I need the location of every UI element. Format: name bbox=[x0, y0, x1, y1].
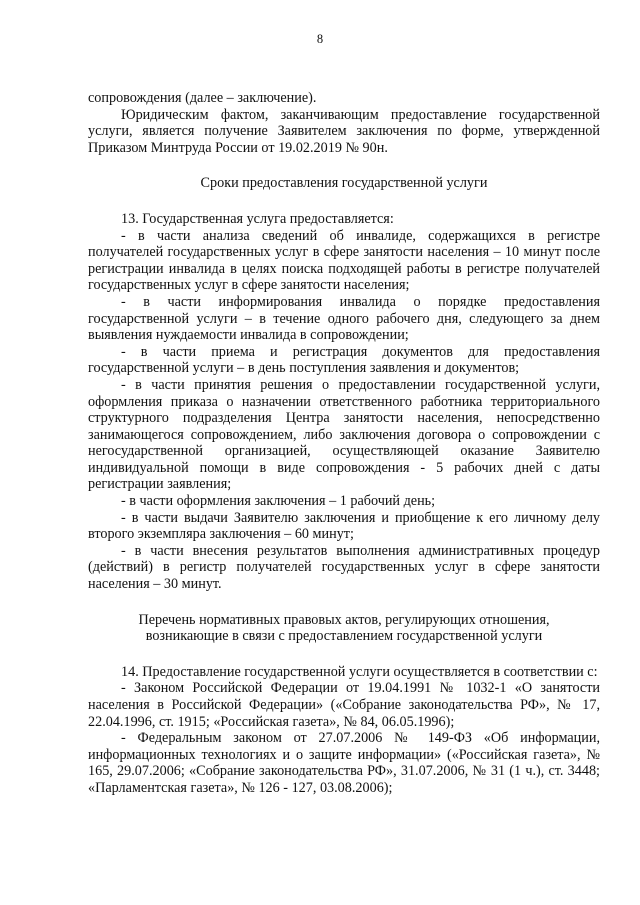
paragraph-legal-fact: Юридическим фактом, заканчивающим предоставление государственной услуги, является получение Заявителем заключения по форме, утвержденной Приказом Минтруда России от 19.02.2019 № 90н. bbox=[88, 106, 600, 156]
clause-14-intro: 14. Предоставление государственной услуги осуществляется в соответствии с: bbox=[121, 663, 598, 680]
heading-service-terms: Сроки предоставления государственной услуги bbox=[200, 175, 488, 192]
clause-13-item: - в части внесения результатов выполнения административных процедур (действий) в регистр получателей государственных услуг в сфере занятости населения – 30 минут. bbox=[88, 542, 600, 593]
clause-13-item: - в части информирования инвалида о порядке предоставления государственной услуги – в течение одного рабочего дня, следующего за днем выявления нуждаемости инвалида в сопровождении; bbox=[88, 293, 600, 344]
clause-13-intro: 13. Государственная услуга предоставляется: bbox=[121, 210, 394, 227]
heading-legal-acts-line2: возникающие в связи с предоставлением государственной услуги bbox=[145, 628, 543, 645]
clause-14-item: - Законом Российской Федерации от 19.04.1991 № 1032-1 «О занятости населения в Российской Федерации» («Собрание законодательства РФ», № 17, 22.04.1996, ст. 1915; «Российская газета», № 84, 06.05.1996); bbox=[88, 680, 600, 730]
clause-14-item: - Федеральным законом от 27.07.2006 № 149-ФЗ «Об информации, информационных технологиях и о защите информации» («Российская газета», № 165, 29.07.2006; «Собрание законодательства РФ», 31.07.2006, № 31 (1 ч.), ст. 3448; «Парламентская газета», № 126 - 127, 03.08.2006); bbox=[88, 730, 600, 796]
paragraph-continuation: сопровождения (далее – заключение). bbox=[88, 90, 317, 106]
document-body bbox=[88, 90, 600, 797]
clause-13-item: - в части выдачи Заявителю заключения и приобщение к его личному делу второго экземпляра заключения – 60 минут; bbox=[88, 509, 600, 543]
clause-13-item: - в части анализа сведений об инвалиде, содержащихся в регистре получателей государственных услуг в сфере занятости населения – 10 минут после регистрации инвалида в целях поиска подходящей работы в регистре получателей государственных услуг в сфере занятости населения; bbox=[88, 227, 600, 294]
heading-legal-acts-line1: Перечень нормативных правовых актов, регулирующих отношения, bbox=[138, 611, 550, 628]
clause-13-item: - в части приема и регистрация документов для предоставления государственной услуги – в день поступления заявления и документов; bbox=[88, 343, 600, 377]
clause-13-item: - в части принятия решения о предоставлении государственной услуги, оформления приказа о назначении ответственного работника территориального структурного подразделения Центра занятости населения, непосредственно занимающегося сопровождением, либо заключения договора о сопровождении с негосударственной организацией, осуществляющей оказание Заявителю индивидуальной помощи в виде сопровождения - 5 рабочих дней с даты регистрации заявления; bbox=[88, 376, 600, 493]
clause-13-item: - в части оформления заключения – 1 рабочий день; bbox=[121, 493, 436, 510]
page-number: 8 bbox=[316, 32, 324, 46]
